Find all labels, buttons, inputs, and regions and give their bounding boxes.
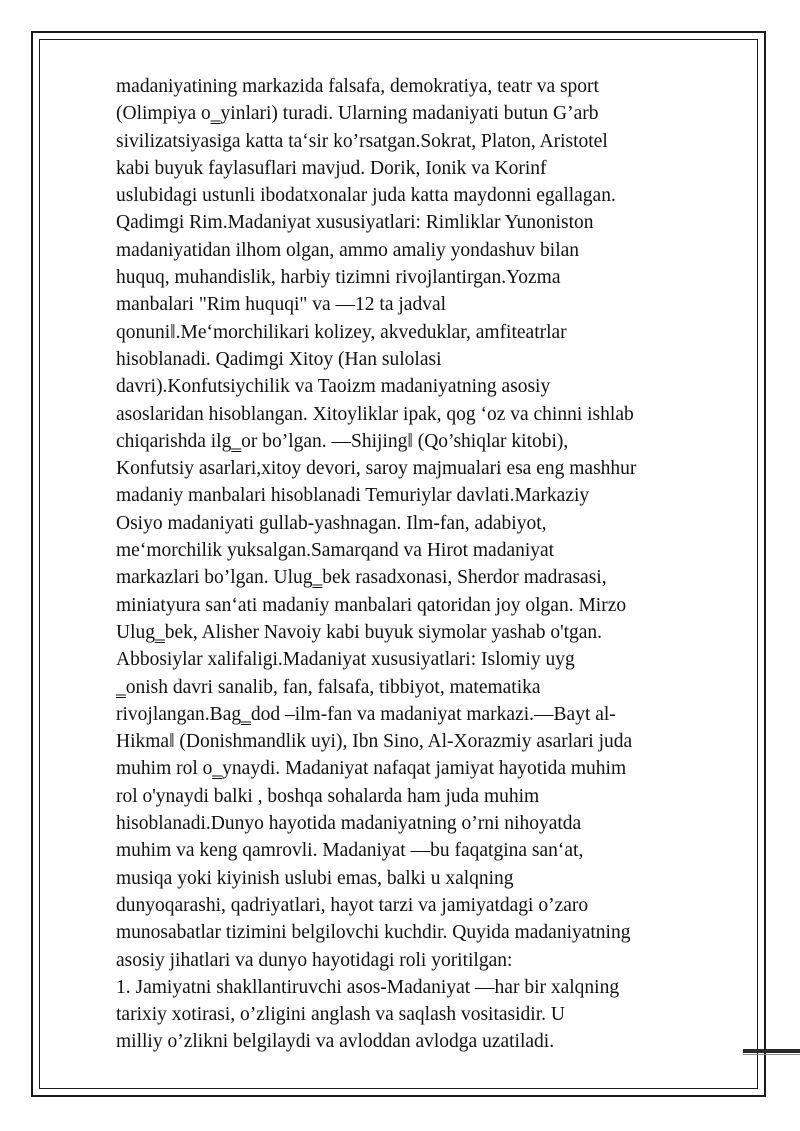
text-line: madaniyatidan ilhom olgan, ammo amaliy yondashuv bilan <box>116 239 580 261</box>
text-line: 1. Jamiyatni shakllantiruvchi asos-Madaniyat ―har bir xalqning <box>116 976 620 998</box>
text-line: sivilizatsiyasiga katta ta‘sir ko’rsatgan.Sokrat, Platon, Aristotel <box>116 130 608 152</box>
text-line: huquq, muhandislik, harbiy tizimni rivojlantirgan.Yozma <box>116 267 561 289</box>
text-line: Hikma‖ (Donishmandlik uyi), Ibn Sino, Al-Xorazmiy asarlari juda <box>116 731 633 753</box>
text-line: uslubidagi ustunli ibodatxonalar juda katta maydonni egallagan. <box>116 185 616 207</box>
text-line: dunyoqarashi, qadriyatlari, hayot tarzi va jamiyatdagi o’zaro <box>116 894 589 916</box>
text-line: Konfutsiy asarlari,xitoy devori, saroy majmualari esa eng mashhur <box>116 458 637 480</box>
text-line: rol o'ynaydi balki , boshqa sohalarda ham juda muhim <box>116 785 540 807</box>
text-line: tarixiy xotirasi, o’zligini anglash va saqlash vositasidir. U <box>116 1004 565 1026</box>
text-line: muhim rol o‗ynaydi. Madaniyat nafaqat jamiyat hayotida muhim <box>116 758 627 780</box>
text-line: chiqarishda ilg‗or bo’lgan. ―Shijing‖ (Qo’shiqlar kitobi), <box>116 430 569 452</box>
text-line: davri).Konfutsiychilik va Taoizm madaniyatning asosiy <box>116 376 551 398</box>
text-line: kabi buyuk faylasuflari mavjud. Dorik, Ionik va Korinf <box>116 157 547 179</box>
text-line: madaniyatining markazida falsafa, demokratiya, teatr va sport <box>116 76 599 97</box>
page-corner-mark-underline <box>743 1054 800 1055</box>
text-line: asosiy jihatlari va dunyo hayotidagi roli yoritilgan: <box>116 949 513 971</box>
text-line: asoslaridan hisoblangan. Xitoyliklar ipak, qog ‘oz va chinni ishlab <box>116 403 634 425</box>
text-line: manbalari "Rim huquqi" va ―12 ta jadval <box>116 294 447 316</box>
text-line: Abbosiylar xalifaligi.Madaniyat xususiyatlari: Islomiy uyg <box>116 649 575 671</box>
text-line: Ulug‗bek, Alisher Navoiy kabi buyuk siymolar yashab o'tgan. <box>116 621 603 643</box>
text-line: milliy o’zlikni belgilaydi va avloddan avlodga uzatiladi. <box>116 1031 555 1053</box>
text-line: Osiyo madaniyati gullab-yashnagan. Ilm-fan, adabiyot, <box>116 512 547 534</box>
text-line: qonuni‖.Me‘morchilikari kolizey, akveduklar, amfiteatrlar <box>116 321 567 343</box>
page-corner-mark <box>743 1049 800 1053</box>
text-line: ‗onish davri sanalib, fan, falsafa, tibbiyot, matematika <box>116 676 541 698</box>
text-line: (Olimpiya o‗yinlari) turadi. Ularning madaniyati butun G’arb <box>116 103 599 125</box>
text-line: hisoblanadi.Dunyo hayotida madaniyatning o’rni nihoyatda <box>116 813 582 835</box>
text-line: hisoblanadi. Qadimgi Xitoy (Han sulolasi <box>116 348 442 370</box>
text-line: muhim va keng qamrovli. Madaniyat ―bu faqatgina san‘at, <box>116 840 584 862</box>
text-line: miniatyura san‘ati madaniy manbalari qatoridan joy olgan. Mirzo <box>116 594 627 616</box>
text-line: Qadimgi Rim.Madaniyat xususiyatlari: Rimliklar Yunoniston <box>116 212 594 234</box>
text-line: madaniy manbalari hisoblanadi Temuriylar davlati.Markaziy <box>116 485 590 507</box>
body-text <box>116 73 744 1056</box>
text-line: rivojlangan.Bag‗dod –ilm-fan va madaniyat markazi.―Bayt al- <box>116 703 616 725</box>
text-line: musiqa yoki kiyinish uslubi emas, balki u xalqning <box>116 867 514 889</box>
text-line: me‘morchilik yuksalgan.Samarqand va Hirot madaniyat <box>116 540 555 562</box>
text-line: markazlari bo’lgan. Ulug‗bek rasadxonasi, Sherdor madrasasi, <box>116 567 607 589</box>
text-line: munosabatlar tizimini belgilovchi kuchdir. Quyida madaniyatning <box>116 922 631 944</box>
